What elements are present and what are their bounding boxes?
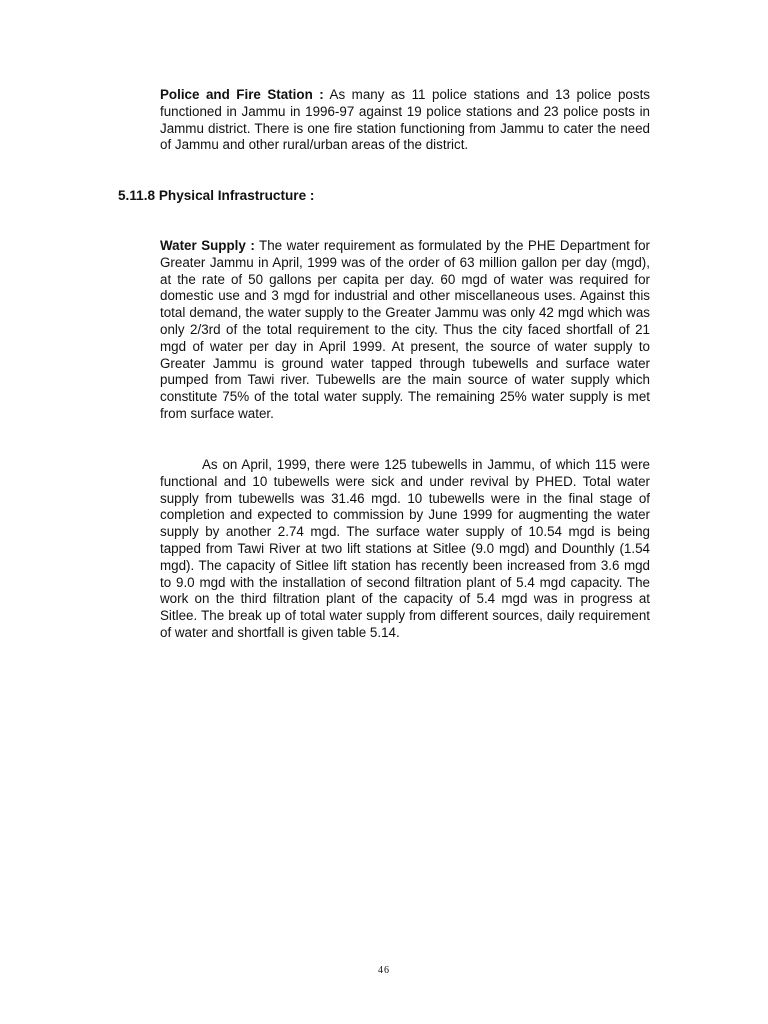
page-number: 46 [378, 965, 390, 976]
police-fire-title: Police and Fire Station : [160, 87, 324, 102]
police-fire-paragraph [160, 87, 650, 154]
police-fire-body: As many as 11 police stations and 13 police posts functioned in Jammu in 1996-97 against 19 police stations and 23 police posts in Jammu district. There is one fire station functioning from Jammu to cater the need of Jammu and other rural/urban areas of the district. [160, 87, 650, 153]
water-supply-body: The water requirement as formulated by the PHE Department for Greater Jammu in April, 1999 was of the order of 63 million gallon per day (mgd), at the rate of 50 gallons per capita per day. 60 mgd of water was required for domestic use and 3 mgd for industrial and other miscellaneous uses. Against this total demand, the water supply to the Greater Jammu was only 42 mgd which was only 2/3rd of the total requirement to the city. Thus the city faced shortfall of 21 mgd of water per day in April 1999. At present, the source of water supply to Greater Jammu is ground water tapped through tubewells and surface water pumped from Tawi river. Tubewells are the main source of water supply which constitute 75% of the total water supply. The remaining 25% water supply is met from surface water. [160, 238, 650, 421]
section-heading: 5.11.8 Physical Infrastructure : [118, 188, 315, 203]
tubewells-body: As on April, 1999, there were 125 tubewells in Jammu, of which 115 were functional and 10 tubewells were sick and under revival by PHED. Total water supply from tubewells was 31.46 mgd. 10 tubewells were in the final stage of completion and expected to commission by June 1999 for augmenting the water supply by another 2.74 mgd. The surface water supply of 10.54 mgd is being tapped from Tawi River at two lift stations at Sitlee (9.0 mgd) and Dounthly (1.54 mgd). The capacity of Sitlee lift station has recently been increased from 3.6 mgd to 9.0 mgd with the installation of second filtration plant of 5.4 mgd capacity. The work on the third filtration plant of the capacity of 5.4 mgd was in progress at Sitlee. The break up of total water supply from different sources, daily requirement of water and shortfall is given table 5.14. [160, 457, 650, 640]
water-supply-paragraph [160, 238, 650, 423]
tubewells-paragraph [160, 457, 650, 642]
water-supply-title: Water Supply : [160, 238, 255, 253]
